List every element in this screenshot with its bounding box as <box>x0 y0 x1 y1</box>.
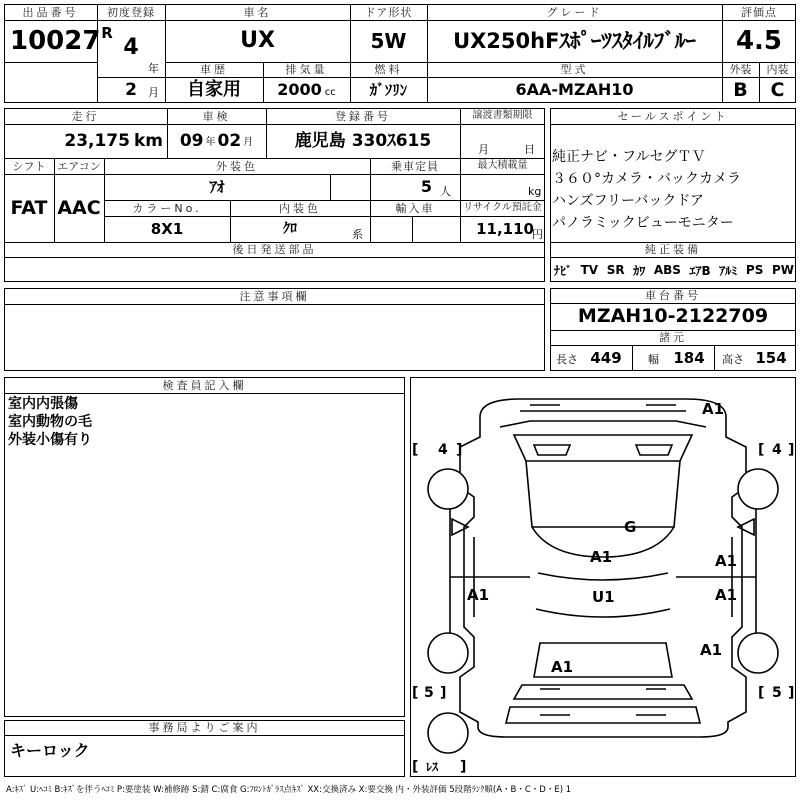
first-reg-header: 初度登録 <box>107 5 155 19</box>
equipment-item: ﾅﾋﾞ <box>554 263 573 278</box>
equipment-header: 純正装備 <box>645 243 701 256</box>
score-header: 評価点 <box>741 5 777 19</box>
capacity-value: 5 <box>420 177 432 196</box>
score-int-header: 内装 <box>766 63 789 76</box>
sales-points-list <box>552 150 796 238</box>
aircon-value: AAC <box>57 196 101 219</box>
inspector-line: 室内内張傷 <box>8 396 78 412</box>
svg-text:]: ] <box>788 685 795 701</box>
svg-text:[: [ <box>758 442 765 458</box>
color-no-value: 8X1 <box>150 219 184 238</box>
svg-text:]: ] <box>440 685 447 701</box>
shift-value: FAT <box>10 196 48 219</box>
color-no-header: カラーNo. <box>132 201 202 215</box>
door-header: ドア形状 <box>364 5 413 19</box>
tire-front-right: 4 <box>772 442 782 458</box>
exterior-color-value: ｱｵ <box>209 177 225 196</box>
tire-front-left: 4 <box>438 442 448 458</box>
recycle-value: 11,110 <box>476 219 534 238</box>
mark-right-quarter: A1 <box>700 641 723 659</box>
sales-point-4: パノラミックビューモニター <box>552 215 734 231</box>
transfer-day-unit: 日 <box>524 143 535 156</box>
mark-right-rear-door: A1 <box>715 586 738 604</box>
fuel-header: 燃料 <box>374 63 403 76</box>
displacement-unit: cc <box>324 87 336 98</box>
inspector-header: 検査員記入欄 <box>162 378 247 392</box>
car-name-header: 車名 <box>243 5 272 19</box>
score-exterior: B <box>733 78 748 101</box>
mark-front-right: A1 <box>702 400 725 418</box>
transfer-header: 譲渡書類期限 <box>472 110 533 121</box>
mark-center-floor: U1 <box>592 588 615 606</box>
sales-point-3: ハンズフリーバックドア <box>552 193 704 209</box>
equipment-list <box>552 258 796 282</box>
score-value: 4.5 <box>735 26 783 56</box>
exterior-color-header: 外装色 <box>216 159 258 173</box>
sales-points-header: セールスポイント <box>617 109 729 123</box>
first-reg-era: R <box>101 23 113 42</box>
mark-left-front-door: A1 <box>467 586 490 604</box>
grade-value: UX250hFｽﾎﾟｰﾂｽﾀｲﾙﾌﾞﾙｰ <box>453 28 696 53</box>
car-damage-diagram <box>410 377 796 777</box>
tire-spare: ﾚｽ <box>426 760 439 774</box>
later-parts-header: 後日発送部品 <box>232 243 317 256</box>
equipment-item: PS <box>745 263 764 277</box>
shift-header: シフト <box>12 159 46 173</box>
tire-rear-right: 5 <box>772 685 782 701</box>
inspection-header: 車検 <box>202 109 231 123</box>
recycle-header: リサイクル預託金 <box>463 202 542 213</box>
interior-color-header: 内装色 <box>279 201 321 215</box>
sales-point-1: 純正ナビ・フルセグＴＶ <box>552 149 706 165</box>
fuel-value: ｶﾞｿﾘﾝ <box>369 80 408 99</box>
svg-text:[: [ <box>758 685 765 701</box>
import-header: 輸入車 <box>395 201 435 215</box>
first-reg-year-unit: 年 <box>148 62 159 75</box>
aircon-header: エアコン <box>57 159 101 173</box>
mileage-value: 23,175 km <box>64 130 163 151</box>
office-header: 事務局よりご案内 <box>148 721 261 734</box>
tire-rear-left: 5 <box>424 685 434 701</box>
car-name: UX <box>240 28 275 53</box>
mark-front-seat: A1 <box>590 548 613 566</box>
history-header: 車歴 <box>200 63 228 76</box>
capacity-unit: 人 <box>440 185 451 198</box>
legend: A:ｷｽﾞ U:ﾍｺﾐ B:ｷｽﾞを伴うﾍｺﾐ P:要塗装 W:補修跡 S:錆 C:腐食 G:ﾌﾛﾝﾄｶﾞﾗｽ点ｷｽﾞ XX:交換済み X:要交換 内・外装評価 5段階ﾗﾝｸ順(A・B・C・D・E) 1 <box>6 785 572 795</box>
inspector-line: 室内動物の毛 <box>8 414 92 430</box>
svg-text:]: ] <box>460 759 467 775</box>
displacement-header: 排気量 <box>285 63 328 76</box>
specs-header: 諸元 <box>659 331 687 344</box>
notes-header: 注意事項欄 <box>239 289 310 303</box>
spec-height-label: 高さ <box>722 353 744 366</box>
chassis-number: MZAH10-2122709 <box>577 305 769 327</box>
sales-point-2: ３６０°カメラ・バックカメラ <box>552 171 741 187</box>
inspector-line: 外装小傷有り <box>8 432 92 448</box>
max-load-unit: kg <box>528 185 542 198</box>
office-message: キーロック <box>10 741 90 760</box>
svg-text:[: [ <box>412 759 419 775</box>
svg-text:[: [ <box>412 442 419 458</box>
capacity-header: 乗車定員 <box>391 159 439 173</box>
equipment-item: ｶﾜ <box>633 263 646 278</box>
spec-height: 154 <box>755 348 787 367</box>
equipment-item: TV <box>580 263 599 277</box>
interior-color-value: ｸﾛ <box>283 221 297 237</box>
history-value: 自家用 <box>187 79 241 100</box>
transfer-month-unit: 月 <box>478 143 489 156</box>
svg-text:[: [ <box>412 685 419 701</box>
model-header: 型式 <box>560 63 589 76</box>
inspection-value: 09 年 02 月 <box>179 130 254 151</box>
equipment-item: SR <box>606 263 625 277</box>
door-type: 5W <box>370 29 407 53</box>
grade-header: グレード <box>546 5 603 19</box>
svg-text:]: ] <box>788 442 795 458</box>
plate-value: 鹿児島 330ｽ615 <box>294 130 432 151</box>
model-value: 6AA-MZAH10 <box>515 80 634 99</box>
first-reg-month-unit: 月 <box>148 86 159 99</box>
displacement-value: 2000 cc <box>277 80 336 99</box>
lot-header: 出品番号 <box>22 5 79 19</box>
spec-width: 184 <box>673 348 705 367</box>
max-load-header: 最大積載量 <box>477 160 528 171</box>
first-reg-year: 4 <box>123 35 139 60</box>
mileage-header: 走行 <box>71 109 100 123</box>
interior-color-unit: 系 <box>352 228 363 241</box>
equipment-item: ｴｱB <box>689 263 711 278</box>
mark-glass: G <box>624 518 637 536</box>
recycle-unit: 円 <box>532 228 543 241</box>
spec-length-label: 長さ <box>556 353 578 366</box>
equipment-item: ｱﾙﾐ <box>719 263 738 278</box>
score-interior: C <box>770 78 785 101</box>
score-ext-header: 外装 <box>729 63 752 76</box>
mark-right-front-door: A1 <box>715 552 738 570</box>
lot-number: 10027 <box>10 26 101 56</box>
spec-length: 449 <box>590 348 622 367</box>
mark-rear: A1 <box>551 658 574 676</box>
mileage-unit: km <box>133 130 163 151</box>
equipment-item: ABS <box>653 263 681 277</box>
chassis-header: 車台番号 <box>645 289 701 302</box>
svg-text:]: ] <box>456 442 463 458</box>
spec-width-label: 幅 <box>648 353 659 366</box>
equipment-item: PW <box>771 263 794 277</box>
first-reg-month: 2 <box>125 79 137 100</box>
inspector-notes <box>8 395 92 449</box>
plate-header: 登録番号 <box>335 109 391 123</box>
